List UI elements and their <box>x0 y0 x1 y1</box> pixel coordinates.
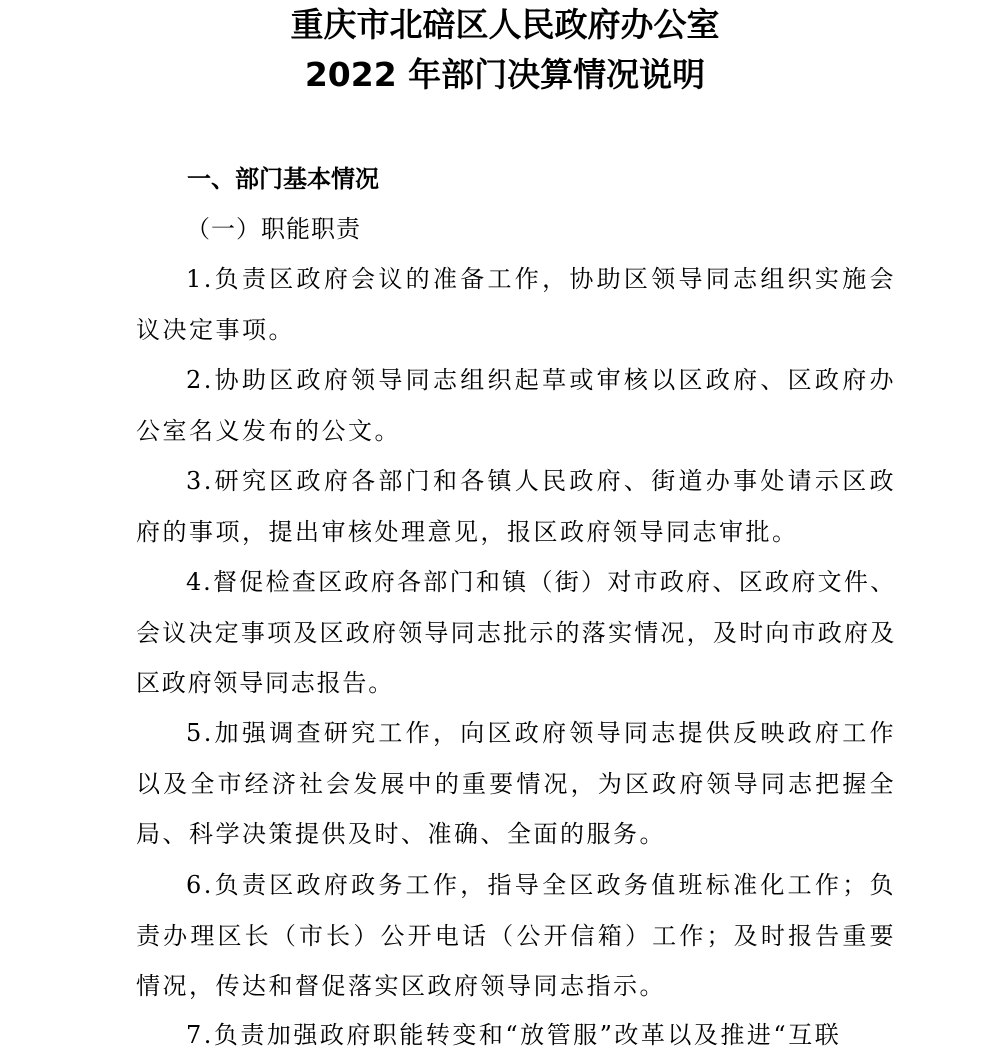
paragraph-3: 3.研究区政府各部门和各镇人民政府、街道办事处请示区政府的事项，提出审核处理意见，报区政府领导同志审批。 <box>136 467 896 546</box>
subsection-heading: （一）职能职责 <box>186 215 361 243</box>
section-heading: 一、部门基本情况 <box>187 165 379 193</box>
document-title-line-1: 重庆市北碚区人民政府办公室 <box>290 5 720 44</box>
paragraph-5: 5.加强调查研究工作，向区政府领导同志提供反映政府工作以及全市经济社会发展中的重要情况，为区政府领导同志把握全局、科学决策提供及时、准确、全面的服务。 <box>136 719 896 848</box>
document-title-line-2: 2022 年部门决算情况说明 <box>304 55 706 94</box>
paragraph-7: 7.负责加强政府职能转变和“放管服”改革以及推进“互联 <box>186 1021 842 1049</box>
paragraph-2: 2.协助区政府领导同志组织起草或审核以区政府、区政府办公室名义发布的公文。 <box>136 366 896 445</box>
paragraph-1: 1.负责区政府会议的准备工作，协助区领导同志组织实施会议决定事项。 <box>136 265 896 344</box>
paragraph-4: 4.督促检查区政府各部门和镇（街）对市政府、区政府文件、会议决定事项及区政府领导同志批示的落实情况，及时向市政府及区政府领导同志报告。 <box>136 568 896 697</box>
paragraph-6: 6.负责区政府政务工作，指导全区政务值班标准化工作；负责办理区长（市长）公开电话（公开信箱）工作；及时报告重要情况，传达和督促落实区政府领导同志指示。 <box>136 871 896 1000</box>
